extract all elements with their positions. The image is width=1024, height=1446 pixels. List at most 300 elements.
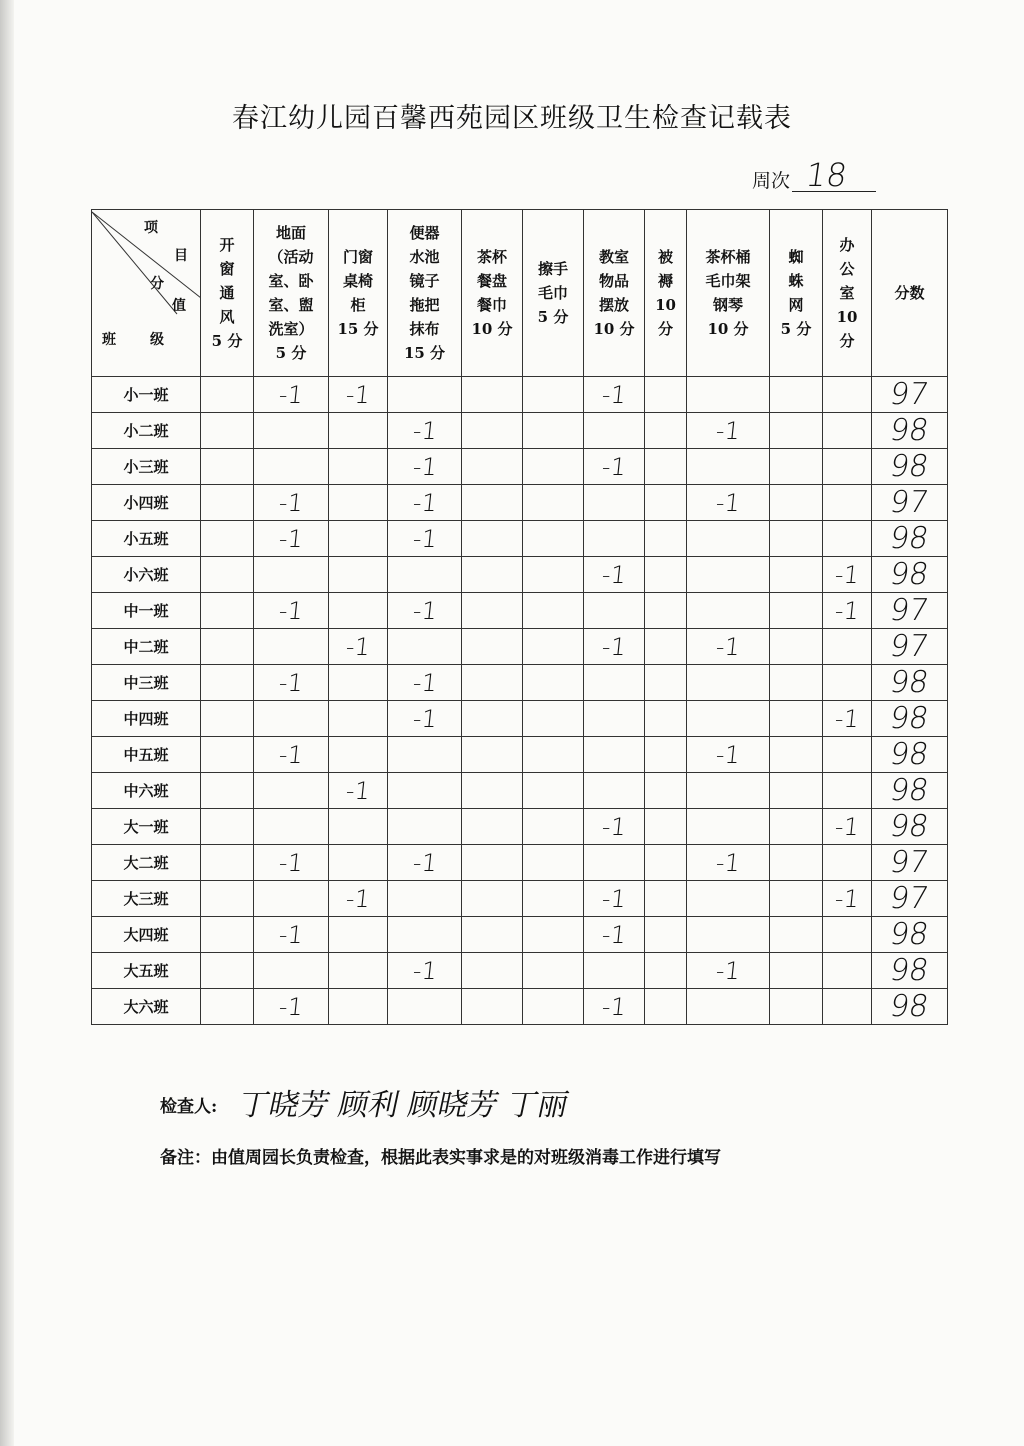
deduction-cell (388, 485, 462, 521)
deduction-cell (523, 701, 584, 737)
column-header-line: 分数 (894, 284, 925, 302)
deduction-cell (254, 593, 329, 629)
deduction-cell (462, 413, 523, 449)
deduction-cell (823, 449, 872, 485)
deduction-mark: -1 (714, 848, 742, 877)
deduction-mark: -1 (277, 488, 305, 517)
deduction-cell (254, 989, 329, 1025)
deduction-cell (645, 413, 687, 449)
deduction-mark: -1 (714, 416, 742, 445)
deduction-mark: -1 (277, 920, 305, 949)
column-header-line: 擦手 (537, 260, 568, 278)
score-cell (872, 881, 948, 917)
deduction-cell (823, 701, 872, 737)
deduction-mark: -1 (277, 992, 305, 1021)
table-row (92, 881, 948, 917)
column-header-line: 餐盘 (476, 272, 507, 290)
score-value: 98 (887, 413, 932, 448)
column-header-line: 室 (839, 284, 855, 302)
column-header (645, 210, 687, 377)
column-header (201, 210, 254, 377)
score-value: 98 (887, 737, 932, 772)
deduction-mark: -1 (600, 992, 628, 1021)
deduction-mark: -1 (277, 668, 305, 697)
score-value: 97 (887, 881, 932, 916)
column-header-line: 拖把 (409, 296, 440, 314)
deduction-cell (523, 485, 584, 521)
deduction-cell (201, 917, 254, 953)
deduction-cell (329, 989, 388, 1025)
deduction-cell (329, 845, 388, 881)
deduction-cell (388, 629, 462, 665)
deduction-cell (254, 917, 329, 953)
deduction-mark: -1 (833, 560, 861, 589)
deduction-cell (770, 413, 823, 449)
deduction-cell (201, 953, 254, 989)
deduction-cell (388, 449, 462, 485)
corner-zhi: 值 (172, 298, 186, 314)
deduction-cell (823, 773, 872, 809)
deduction-cell (584, 485, 645, 521)
column-header-line: 10 (836, 308, 858, 326)
deduction-cell (523, 773, 584, 809)
deduction-cell (584, 377, 645, 413)
deduction-cell (201, 737, 254, 773)
table-row (92, 377, 948, 413)
score-value: 98 (887, 521, 932, 556)
deduction-cell (823, 485, 872, 521)
score-value: 97 (887, 485, 932, 520)
deduction-cell (329, 917, 388, 953)
column-header (770, 210, 823, 377)
class-name-cell: 大六班 (92, 989, 201, 1025)
column-header (523, 210, 584, 377)
column-header-line: 5 分 (780, 320, 812, 338)
deduction-cell (388, 665, 462, 701)
column-header-line: 水池 (409, 248, 440, 266)
deduction-cell (201, 521, 254, 557)
table-row (92, 629, 948, 665)
score-value: 98 (887, 665, 932, 700)
deduction-cell (687, 629, 770, 665)
deduction-mark: -1 (277, 596, 305, 625)
column-header-line: 网 (788, 296, 804, 314)
deduction-mark: -1 (833, 884, 861, 913)
deduction-cell (523, 377, 584, 413)
column-header (329, 210, 388, 377)
score-cell (872, 665, 948, 701)
column-header (584, 210, 645, 377)
deduction-cell (201, 593, 254, 629)
deduction-cell (584, 881, 645, 917)
score-value: 98 (887, 701, 932, 736)
deduction-cell (388, 845, 462, 881)
table-row (92, 917, 948, 953)
column-header-line: 5 分 (537, 308, 569, 326)
deduction-mark: -1 (411, 848, 438, 877)
score-value: 98 (887, 449, 932, 484)
deduction-cell (584, 845, 645, 881)
deduction-cell (687, 917, 770, 953)
deduction-cell (462, 737, 523, 773)
column-header-line: 摆放 (598, 296, 629, 314)
deduction-cell (462, 521, 523, 557)
deduction-cell (254, 557, 329, 593)
deduction-cell (254, 737, 329, 773)
deduction-cell (770, 377, 823, 413)
deduction-cell (584, 737, 645, 773)
score-value: 97 (887, 845, 932, 880)
column-header-line: 毛巾架 (705, 272, 751, 290)
class-name-cell: 大一班 (92, 809, 201, 845)
deduction-cell (645, 881, 687, 917)
deduction-mark: -1 (411, 668, 438, 697)
deduction-cell (645, 629, 687, 665)
deduction-cell (645, 953, 687, 989)
deduction-cell (201, 449, 254, 485)
deduction-cell (645, 737, 687, 773)
score-cell (872, 413, 948, 449)
deduction-cell (823, 665, 872, 701)
header-row (92, 210, 948, 377)
deduction-cell (645, 845, 687, 881)
deduction-cell (201, 557, 254, 593)
deduction-cell (823, 593, 872, 629)
deduction-mark: -1 (600, 812, 628, 841)
score-cell (872, 377, 948, 413)
deduction-cell (462, 593, 523, 629)
score-value: 98 (887, 989, 932, 1024)
table-row (92, 845, 948, 881)
deduction-mark: -1 (714, 488, 742, 517)
deduction-cell (388, 989, 462, 1025)
column-header-line: 茶杯 (476, 248, 507, 266)
deduction-cell (687, 521, 770, 557)
deduction-cell (584, 521, 645, 557)
deduction-cell (523, 449, 584, 485)
corner-fen: 分 (150, 276, 164, 292)
score-cell (872, 557, 948, 593)
deduction-cell (201, 377, 254, 413)
score-cell (872, 989, 948, 1025)
table-row (92, 485, 948, 521)
column-header-line: 10 (655, 296, 676, 314)
score-cell (872, 845, 948, 881)
deduction-cell (584, 917, 645, 953)
deduction-cell (462, 557, 523, 593)
deduction-cell (523, 809, 584, 845)
deduction-cell (645, 521, 687, 557)
deduction-cell (462, 809, 523, 845)
deduction-cell (254, 701, 329, 737)
corner-mu: 目 (174, 248, 188, 264)
deduction-cell (687, 665, 770, 701)
deduction-cell (523, 521, 584, 557)
week-label: 周次 (752, 170, 791, 192)
deduction-cell (823, 737, 872, 773)
deduction-mark: -1 (600, 452, 628, 481)
remark-note: 备注：由值周园长负责检查，根据此表实事求是的对班级消毒工作进行填写 (160, 1148, 721, 1168)
table-row (92, 773, 948, 809)
deduction-cell (254, 413, 329, 449)
deduction-mark: -1 (714, 956, 742, 985)
column-header-line: 地面 (275, 224, 306, 242)
deduction-cell (201, 773, 254, 809)
table-row (92, 809, 948, 845)
deduction-cell (523, 845, 584, 881)
deduction-cell (388, 521, 462, 557)
score-cell (872, 737, 948, 773)
deduction-cell (254, 845, 329, 881)
deduction-cell (770, 989, 823, 1025)
column-header (254, 210, 329, 377)
deduction-cell (462, 701, 523, 737)
deduction-cell (201, 629, 254, 665)
class-name-cell: 中三班 (92, 665, 201, 701)
checker-label: 检查人: (160, 1097, 218, 1117)
deduction-mark: -1 (600, 884, 628, 913)
score-value: 98 (887, 809, 932, 844)
deduction-cell (201, 809, 254, 845)
deduction-cell (254, 809, 329, 845)
deduction-cell (823, 917, 872, 953)
deduction-cell (329, 701, 388, 737)
deduction-cell (523, 557, 584, 593)
deduction-cell (462, 773, 523, 809)
deduction-cell (770, 809, 823, 845)
deduction-cell (645, 377, 687, 413)
column-header (823, 210, 872, 377)
deduction-cell (388, 701, 462, 737)
deduction-mark: -1 (833, 812, 861, 841)
deduction-cell (584, 773, 645, 809)
table-row (92, 449, 948, 485)
deduction-mark: -1 (344, 884, 372, 913)
column-header-line: 室、卧 (268, 272, 314, 290)
table-row (92, 521, 948, 557)
deduction-cell (201, 845, 254, 881)
deduction-cell (645, 809, 687, 845)
deduction-cell (770, 485, 823, 521)
deduction-cell (201, 413, 254, 449)
score-cell (872, 629, 948, 665)
column-header-line: 镜子 (409, 272, 440, 290)
column-header-line: 教室 (598, 248, 629, 266)
deduction-cell (462, 953, 523, 989)
deduction-cell (523, 917, 584, 953)
deduction-cell (201, 665, 254, 701)
column-header-line: 茶杯桶 (705, 248, 751, 266)
class-name-cell: 中五班 (92, 737, 201, 773)
deduction-cell (388, 809, 462, 845)
deduction-cell (388, 917, 462, 953)
deduction-mark: -1 (344, 632, 372, 661)
deduction-cell (645, 557, 687, 593)
class-name-cell: 小四班 (92, 485, 201, 521)
deduction-cell (329, 413, 388, 449)
deduction-mark: -1 (600, 920, 628, 949)
inspection-table (91, 209, 948, 1025)
deduction-cell (645, 917, 687, 953)
deduction-cell (687, 377, 770, 413)
deduction-mark: -1 (600, 632, 628, 661)
class-name-cell: 大三班 (92, 881, 201, 917)
deduction-mark: -1 (714, 740, 742, 769)
score-value: 97 (887, 377, 932, 412)
score-value: 97 (887, 629, 932, 664)
deduction-cell (823, 845, 872, 881)
deduction-cell (823, 557, 872, 593)
deduction-cell (329, 953, 388, 989)
deduction-cell (770, 773, 823, 809)
deduction-cell (687, 953, 770, 989)
deduction-mark: -1 (833, 596, 861, 625)
deduction-cell (584, 953, 645, 989)
deduction-cell (462, 665, 523, 701)
column-header-line: 褥 (657, 272, 673, 290)
column-header-line: 门窗 (342, 248, 373, 266)
class-name-cell: 中六班 (92, 773, 201, 809)
corner-xiang: 项 (144, 220, 158, 236)
deduction-cell (770, 593, 823, 629)
column-header-line: 开 (219, 236, 235, 254)
deduction-cell (329, 881, 388, 917)
deduction-cell (584, 413, 645, 449)
deduction-cell (823, 521, 872, 557)
column-header-line: 钢琴 (712, 296, 743, 314)
column-header-line: 5 分 (275, 344, 307, 362)
deduction-cell (770, 953, 823, 989)
score-cell (872, 593, 948, 629)
deduction-cell (687, 593, 770, 629)
deduction-cell (329, 629, 388, 665)
deduction-cell (770, 521, 823, 557)
class-name-cell: 中四班 (92, 701, 201, 737)
column-header-line: 窗 (219, 260, 235, 278)
column-header (462, 210, 523, 377)
deduction-cell (584, 593, 645, 629)
deduction-cell (388, 377, 462, 413)
class-name-cell: 大五班 (92, 953, 201, 989)
table-row (92, 665, 948, 701)
deduction-cell (687, 881, 770, 917)
deduction-cell (687, 845, 770, 881)
deduction-cell (201, 701, 254, 737)
column-header (872, 210, 948, 377)
deduction-cell (584, 665, 645, 701)
column-header-line: 餐巾 (476, 296, 507, 314)
score-cell (872, 809, 948, 845)
score-value: 98 (887, 773, 932, 808)
deduction-cell (388, 953, 462, 989)
deduction-cell (329, 521, 388, 557)
deduction-mark: -1 (411, 488, 438, 517)
deduction-cell (584, 989, 645, 1025)
table-row (92, 593, 948, 629)
deduction-cell (329, 773, 388, 809)
column-header-line: 10 分 (707, 320, 749, 338)
deduction-cell (254, 485, 329, 521)
deduction-cell (523, 413, 584, 449)
score-cell (872, 953, 948, 989)
corner-ban: 班 (102, 332, 116, 348)
column-header-line: 蜘 (788, 248, 804, 266)
deduction-cell (254, 629, 329, 665)
deduction-cell (523, 953, 584, 989)
deduction-cell (770, 737, 823, 773)
deduction-cell (645, 665, 687, 701)
deduction-cell (523, 665, 584, 701)
checker-signatures: 丁晓芳 顾利 顾晓芳 丁丽 (235, 1088, 572, 1123)
deduction-cell (462, 629, 523, 665)
deduction-cell (329, 665, 388, 701)
class-name-cell: 中二班 (92, 629, 201, 665)
deduction-cell (645, 593, 687, 629)
week-value: 18 (803, 156, 850, 194)
deduction-cell (329, 593, 388, 629)
score-value: 98 (887, 953, 932, 988)
class-name-cell: 小五班 (92, 521, 201, 557)
score-cell (872, 917, 948, 953)
score-cell (872, 449, 948, 485)
deduction-cell (645, 773, 687, 809)
deduction-mark: -1 (277, 380, 305, 409)
column-header (388, 210, 462, 377)
deduction-mark: -1 (344, 776, 372, 805)
deduction-cell (770, 845, 823, 881)
class-name-cell: 大二班 (92, 845, 201, 881)
deduction-cell (687, 449, 770, 485)
column-header-line: 5 分 (211, 332, 243, 350)
deduction-cell (254, 377, 329, 413)
deduction-mark: -1 (411, 956, 438, 985)
deduction-cell (388, 881, 462, 917)
deduction-cell (823, 413, 872, 449)
deduction-cell (823, 881, 872, 917)
deduction-cell (645, 485, 687, 521)
deduction-mark: -1 (344, 380, 372, 409)
column-header-line: 公 (839, 260, 855, 278)
deduction-cell (329, 737, 388, 773)
table-row (92, 737, 948, 773)
class-name-cell: 小二班 (92, 413, 201, 449)
column-header-line: 毛巾 (537, 284, 568, 302)
column-header-line: 抹布 (409, 320, 440, 338)
deduction-cell (523, 593, 584, 629)
corner-ji: 级 (150, 332, 164, 348)
deduction-cell (462, 917, 523, 953)
column-header-line: 分 (657, 320, 673, 338)
deduction-cell (645, 989, 687, 1025)
deduction-cell (584, 701, 645, 737)
deduction-cell (687, 413, 770, 449)
table-body (92, 377, 948, 1025)
deduction-cell (388, 413, 462, 449)
deduction-mark: -1 (600, 380, 628, 409)
deduction-cell (254, 881, 329, 917)
score-value: 97 (887, 593, 932, 628)
column-header-line: 分 (839, 332, 855, 350)
score-value: 98 (887, 557, 932, 592)
deduction-cell (201, 989, 254, 1025)
deduction-cell (584, 449, 645, 485)
deduction-cell (462, 377, 523, 413)
deduction-cell (584, 557, 645, 593)
page-edge-shadow (0, 0, 14, 1446)
score-cell (872, 521, 948, 557)
deduction-cell (770, 665, 823, 701)
deduction-cell (462, 989, 523, 1025)
